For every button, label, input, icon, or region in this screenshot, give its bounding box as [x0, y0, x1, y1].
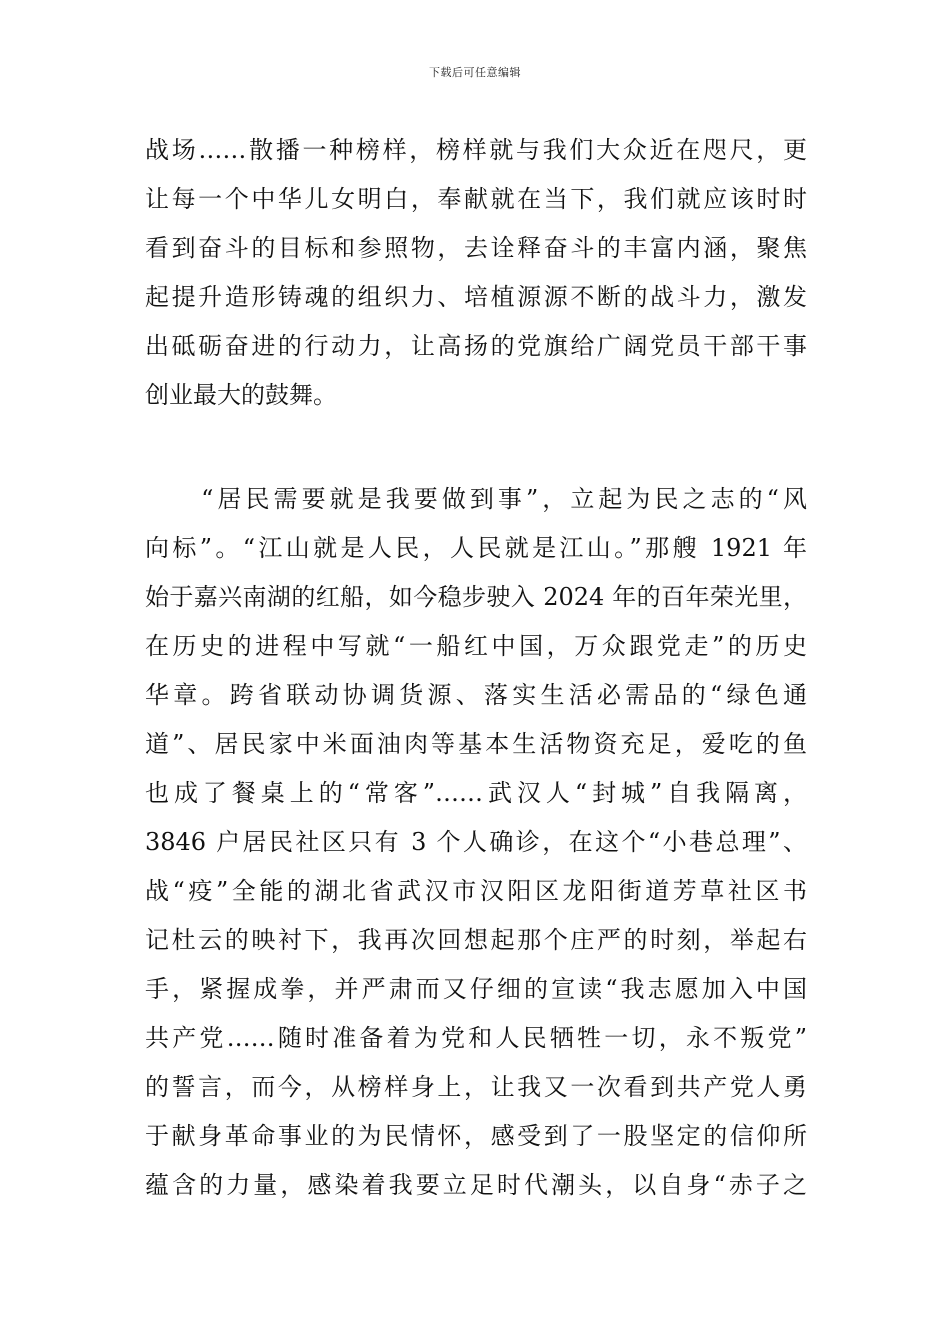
- text-line: 也成了餐桌上的“常客”……武汉人“封城”自我隔离，: [145, 779, 807, 807]
- text-line: 手，紧握成拳，并严肃而又仔细的宣读“我志愿加入中国: [145, 975, 807, 1003]
- text-line: 蕴含的力量，感染着我要立足时代潮头，以自身“赤子之: [145, 1171, 807, 1199]
- text-line: 共产党……随时准备着为党和人民牺牲一切，永不叛党”: [145, 1024, 807, 1052]
- text-line: 看到奋斗的目标和参照物，去诠释奋斗的丰富内涵，聚焦: [145, 234, 807, 262]
- text-line: 在历史的进程中写就“一船红中国，万众跟党走”的历史: [145, 632, 807, 660]
- text-line: 3846 户居民社区只有 3 个人确诊，在这个“小巷总理”、: [145, 828, 807, 856]
- text-line: 华章。跨省联动协调货源、落实生活必需品的“绿色通: [145, 681, 807, 709]
- text-line: 于献身革命事业的为民情怀，感受到了一股坚定的信仰所: [145, 1122, 807, 1150]
- text-line: 道”、居民家中米面油肉等基本生活物资充足，爱吃的鱼: [145, 730, 807, 758]
- text-line: 记杜云的映衬下，我再次回想起那个庄严的时刻，举起右: [145, 926, 807, 954]
- paragraph-2: [145, 475, 807, 1210]
- text-line: 始于嘉兴南湖的红船，如今稳步驶入 2024 年的百年荣光里，: [145, 583, 807, 611]
- text-line: “居民需要就是我要做到事”，立起为民之志的“风: [145, 485, 807, 513]
- text-line: 让每一个中华儿女明白，奉献就在当下，我们就应该时时: [145, 185, 807, 213]
- text-line: 出砥砺奋进的行动力，让高扬的党旗给广阔党员干部干事: [145, 332, 807, 360]
- text-line: 起提升造形铸魂的组织力、培植源源不断的战斗力，激发: [145, 283, 807, 311]
- text-line: 战场……散播一种榜样，榜样就与我们大众近在咫尺，更: [145, 136, 807, 164]
- text-line: 向标”。“江山就是人民，人民就是江山。”那艘 1921 年: [145, 534, 807, 562]
- text-line: 战“疫”全能的湖北省武汉市汉阳区龙阳街道芳草社区书: [145, 877, 807, 905]
- text-line: 创业最大的鼓舞。: [145, 381, 337, 409]
- page-header: 下载后可任意编辑: [429, 66, 521, 79]
- text-line: 的誓言，而今，从榜样身上，让我又一次看到共产党人勇: [145, 1073, 807, 1101]
- paragraph-1: [145, 126, 807, 420]
